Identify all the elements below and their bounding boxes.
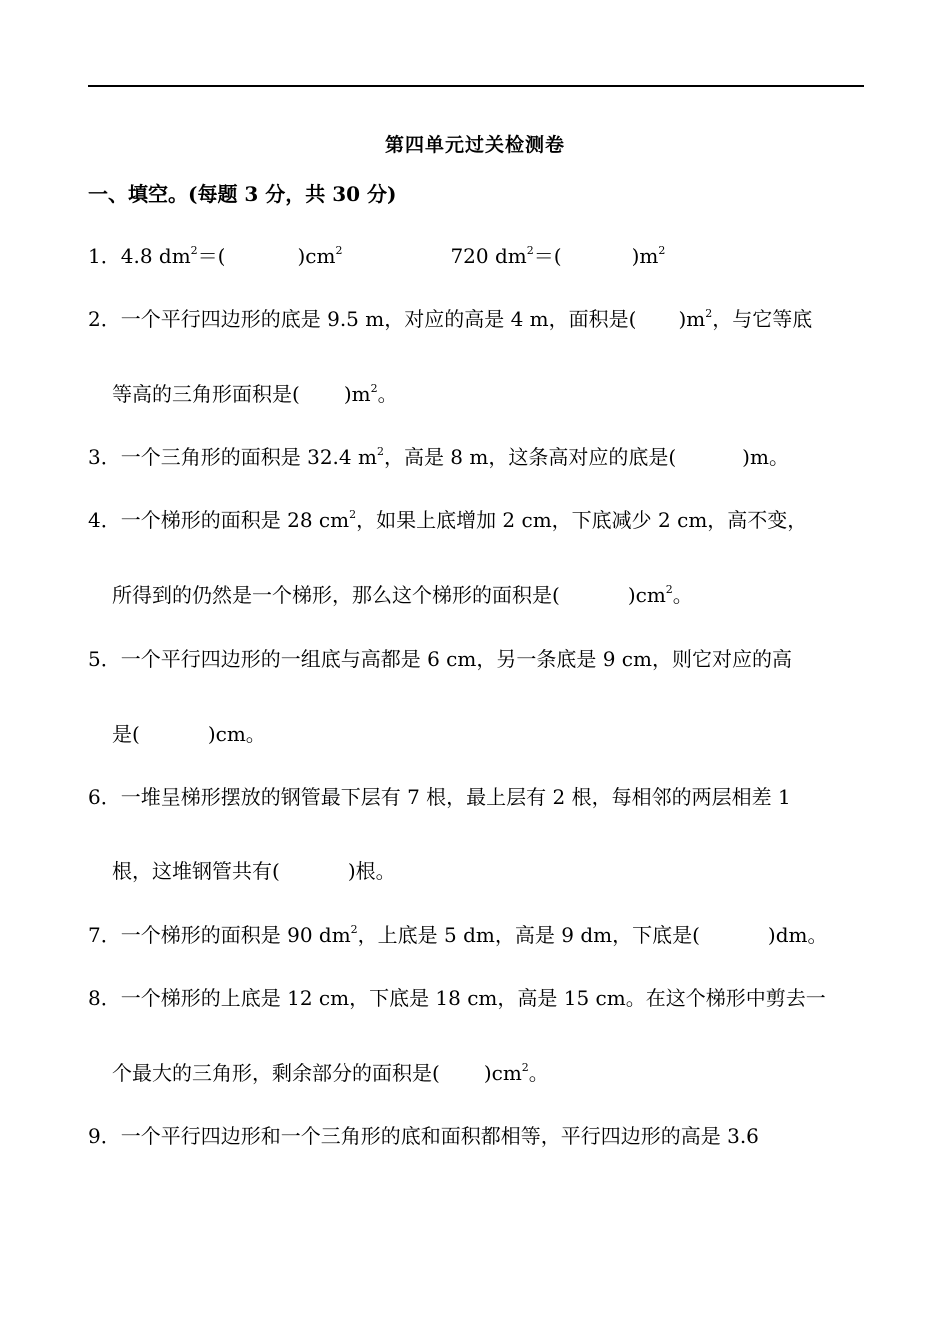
q1-b-unit: )m	[631, 244, 659, 268]
q7-unit: )dm。	[767, 923, 828, 947]
question-number: 6．	[88, 785, 121, 809]
question-9-line-1	[88, 1122, 759, 1150]
question-number: 8．	[88, 986, 121, 1010]
q7-text-mid: ，上底是 5 dm，高是 9 dm，下底是(	[357, 923, 700, 947]
q8-period: 。	[528, 1061, 549, 1085]
q4-unit: )cm	[627, 583, 666, 607]
superscript: 2	[335, 244, 343, 257]
header-rule	[88, 85, 864, 87]
question-number: 5．	[88, 647, 121, 671]
question-4-line-1	[88, 506, 807, 534]
q2-text: 等高的三角形面积是(	[112, 382, 300, 406]
superscript: 2	[190, 244, 198, 257]
section-heading-fill-blank: 一、填空。(每题 3 分，共 30 分)	[88, 182, 397, 206]
superscript: 2	[349, 508, 357, 521]
question-1	[88, 242, 665, 270]
question-number: 2．	[88, 307, 121, 331]
question-number: 3．	[88, 445, 121, 469]
q4-text: 所得到的仍然是一个梯形，那么这个梯形的面积是(	[112, 583, 560, 607]
superscript: 2	[658, 244, 666, 257]
page-title: 第四单元过关检测卷	[384, 134, 565, 156]
q8-text: 个最大的三角形，剩余部分的面积是(	[112, 1061, 440, 1085]
superscript: 2	[350, 923, 358, 936]
q5-text: 是(	[112, 722, 140, 746]
q2-text-tail: ，与它等底	[712, 307, 813, 331]
question-number: 1．	[88, 244, 121, 268]
q1-a-text: 4.8 dm	[120, 244, 191, 268]
q1-b-equals: ＝(	[533, 244, 562, 268]
q5-unit: )cm。	[207, 722, 266, 746]
question-number: 9．	[88, 1124, 121, 1148]
question-2-line-2	[112, 380, 398, 408]
superscript: 2	[526, 244, 534, 257]
question-number: 4．	[88, 508, 121, 532]
question-3	[88, 443, 789, 471]
question-7	[88, 921, 827, 949]
question-4-line-2	[112, 581, 693, 609]
q7-text: 一个梯形的面积是 90 dm	[120, 923, 351, 947]
question-5-line-2	[112, 720, 266, 748]
q4-text-tail: ，如果上底增加 2 cm，下底减少 2 cm，高不变，	[356, 508, 808, 532]
q6-unit: )根。	[347, 859, 396, 883]
question-8-line-1	[88, 984, 826, 1012]
q2-unit: )m	[678, 307, 706, 331]
q2-period: 。	[377, 382, 398, 406]
q2-text: 一个平行四边形的底是 9.5 m，对应的高是 4 m，面积是(	[120, 307, 637, 331]
q6-text: 根，这堆钢管共有(	[112, 859, 280, 883]
q5-text: 一个平行四边形的一组底与高都是 6 cm，另一条底是 9 cm，则它对应的高	[120, 647, 792, 671]
question-6-line-1	[88, 783, 791, 811]
q2-unit: )m	[343, 382, 371, 406]
q1-b-text: 720 dm	[450, 244, 527, 268]
q1-a-equals: ＝(	[197, 244, 226, 268]
superscript: 2	[705, 307, 713, 320]
superscript: 2	[521, 1061, 529, 1074]
q3-text-mid: ，高是 8 m，这条高对应的底是(	[383, 445, 677, 469]
superscript: 2	[665, 583, 673, 596]
q1-a-unit: )cm	[297, 244, 336, 268]
q8-text: 一个梯形的上底是 12 cm，下底是 18 cm，高是 15 cm。在这个梯形中剪去一	[120, 986, 826, 1010]
q6-text: 一堆呈梯形摆放的钢管最下层有 7 根，最上层有 2 根，每相邻的两层相差 1	[120, 785, 791, 809]
q3-text: 一个三角形的面积是 32.4 m	[120, 445, 377, 469]
q4-text: 一个梯形的面积是 28 cm	[120, 508, 350, 532]
question-2-line-1	[88, 305, 812, 333]
question-6-line-2	[112, 857, 396, 885]
q9-text: 一个平行四边形和一个三角形的底和面积都相等，平行四边形的高是 3.6	[120, 1124, 759, 1148]
question-number: 7．	[88, 923, 121, 947]
q8-unit: )cm	[483, 1061, 522, 1085]
superscript: 2	[370, 382, 378, 395]
question-8-line-2	[112, 1059, 549, 1087]
superscript: 2	[376, 445, 384, 458]
q4-period: 。	[672, 583, 693, 607]
q3-unit: )m。	[742, 445, 789, 469]
question-5-line-1	[88, 645, 792, 673]
